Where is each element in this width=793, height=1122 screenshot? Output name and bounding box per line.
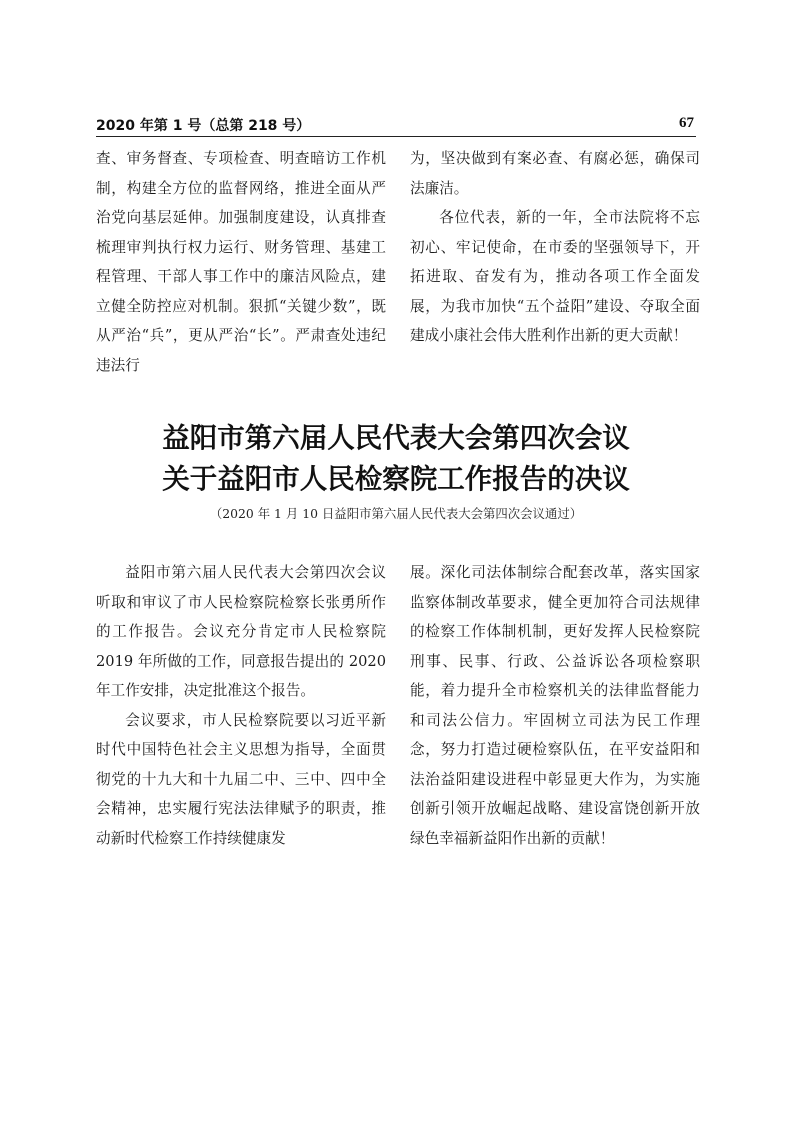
previous-article-right-column xyxy=(410,144,700,351)
paragraph: 益阳市第六届人民代表大会第四次会议听取和审议了市人民检察院检察长张勇所作的工作报告。会议充分肯定市人民检察院 2019 年所做的工作，同意报告提出的 2020 年工作安排，决定批准这个报告。 xyxy=(96,564,386,699)
article-left-column xyxy=(96,558,386,853)
paragraph: 各位代表，新的一年，全市法院将不忘初心、牢记使命，在市委的坚强领导下，开拓进取、奋发有为，推动各项工作全面发展，为我市加快“五个益阳”建设、夺取全面建成小康社会伟大胜利作出新的更大贡献！ xyxy=(410,209,700,344)
page-header xyxy=(96,114,696,137)
paragraph: 展。深化司法体制综合配套改革，落实国家监察体制改革要求，健全更加符合司法规律的检察工作体制机制，更好发挥人民检察院刑事、民事、行政、公益诉讼各项检察职能，着力提升全市检察机关的法律监督能力和司法公信力。牢固树立司法为民工作理念，努力打造过硬检察队伍，在平安益阳和法治益阳建设进程中彰显更大作为，为实施创新引领开放崛起战略、建设富饶创新开放绿色幸福新益阳作出新的贡献！ xyxy=(410,564,700,847)
paragraph: 会议要求，市人民检察院要以习近平新时代中国特色社会主义思想为指导，全面贯彻党的十九大和十九届二中、三中、四中全会精神，忠实履行宪法法律赋予的职责，推动新时代检察工作持续健康发 xyxy=(96,711,386,847)
article-subtitle: （2020 年 1 月 10 日益阳市第六届人民代表大会第四次会议通过） xyxy=(209,506,583,521)
paragraph: 为，坚决做到有案必查、有腐必惩，确保司法廉洁。 xyxy=(410,150,700,197)
title-line: 益阳市第六届人民代表大会第四次会议 xyxy=(162,422,630,454)
article-title xyxy=(96,418,696,500)
article-right-column xyxy=(410,558,700,853)
previous-article-left-column xyxy=(96,144,386,380)
paragraph: 查、审务督查、专项检查、明查暗访工作机制，构建全方位的监督网络，推进全面从严治党向基层延伸。加强制度建设，认真排查梳理审判执行权力运行、财务管理、基建工程管理、干部人事工作中的廉洁风险点，建立健全防控应对机制。狠抓“关键少数”，既从严治“兵”，更从严治“长”。严肃查处违纪违法行 xyxy=(96,150,386,374)
title-line: 关于益阳市人民检察院工作报告的决议 xyxy=(162,463,630,495)
page-number: 67 xyxy=(679,115,694,131)
issue-label: 2020 年第 1 号（总第 218 号） xyxy=(96,118,311,134)
